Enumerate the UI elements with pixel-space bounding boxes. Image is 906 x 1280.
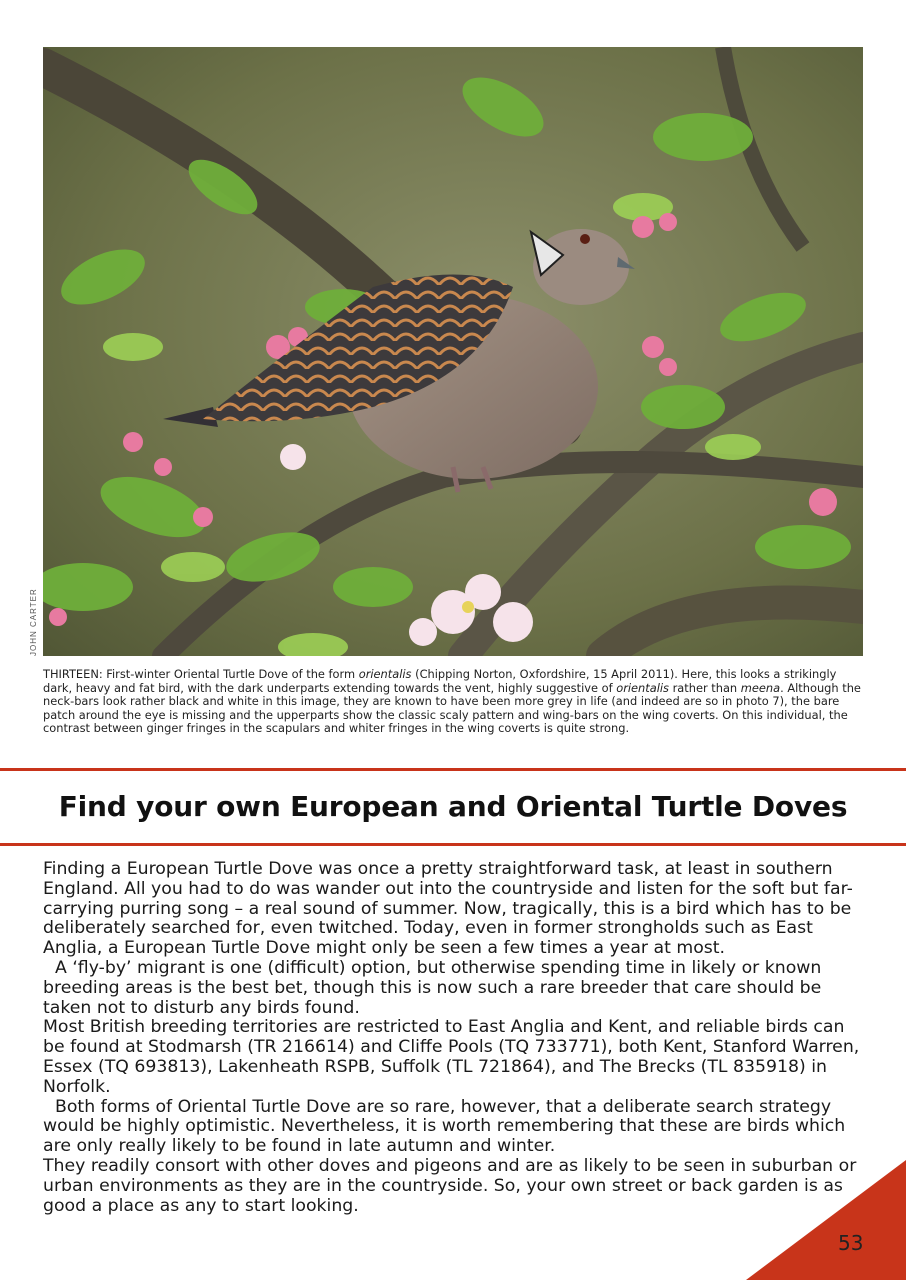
turtle-dove-illustration xyxy=(43,47,863,656)
caption-text-3: rather than xyxy=(668,680,741,695)
caption-text-4: . Although the neck-bars look rather black and white in this image, they are known to have been more grey in life (and indeed are so in photo 7), the bare patch around the eye is missing and the upperparts show the classic scaly pattern and wing-bars on the wing coverts. On this individual, the contrast between ginger fringes in the scapulars and whiter fringes in the wing coverts is quite strong. xyxy=(43,680,861,736)
photo-caption xyxy=(43,668,865,736)
paragraph: Most British breeding territories are restricted to East Anglia and Kent, and reliable birds can be found at Stodmarsh (TR 216614) and Cliffe Pools (TQ 733771), both Kent, Stanford Warren, Essex (TQ 693813), Lakenheath RSPB, Suffolk (TL 721864), and The Brecks (TL 835918) in Norfolk. xyxy=(43,1017,860,1097)
heading-bottom-rule xyxy=(0,843,906,846)
paragraph: They readily consort with other doves and pigeons and are as likely to be seen in suburban or urban environments as they are in the countryside. So, your own street or back garden is as good a place as any to start looking. xyxy=(43,1155,857,1216)
bird-photo xyxy=(43,47,863,656)
paragraph: Finding a European Turtle Dove was once a pretty straightforward task, at least in southern England. All you had to do was wander out into the countryside and listen for the soft but far-carrying purring song – a real sound of summer. Now, tragically, this is a bird which has to be deliberately searched for, even twitched. Today, even in former strongholds such as East Anglia, a European Turtle Dove might only be seen a few times a year at most. xyxy=(43,859,853,959)
photo-credit: JOHN CARTER xyxy=(29,588,38,656)
section-heading: Find your own European and Oriental Turtle Doves xyxy=(58,790,848,823)
caption-italic-3: meena xyxy=(740,680,781,695)
paragraph: Both forms of Oriental Turtle Dove are so rare, however, that a deliberate search strategy would be highly optimistic. Nevertheless, it is worth remembering that these are birds which are only really likely to be found in late autumn and winter. xyxy=(43,1096,846,1157)
caption-text-1: THIRTEEN: First-winter Oriental Turtle Dove of the form xyxy=(43,667,359,681)
corner-accent xyxy=(746,1160,906,1280)
caption-italic-2: orientalis xyxy=(616,680,669,695)
caption-italic-1: orientalis xyxy=(358,667,412,681)
page-number: 53 xyxy=(838,1231,864,1255)
paragraph: A ‘fly-by’ migrant is one (difficult) option, but otherwise spending time in likely or known breeding areas is the best bet, though this is now such a rare breeder that care should be taken not to disturb any birds found. xyxy=(43,957,822,1018)
heading-top-rule xyxy=(0,768,906,771)
caption-text-2: (Chipping Norton, Oxfordshire, 15 April 2011). Here, this looks a strikingly dark, heavy and fat bird, with the dark underparts extending towards the vent, highly suggestive of xyxy=(43,667,837,695)
